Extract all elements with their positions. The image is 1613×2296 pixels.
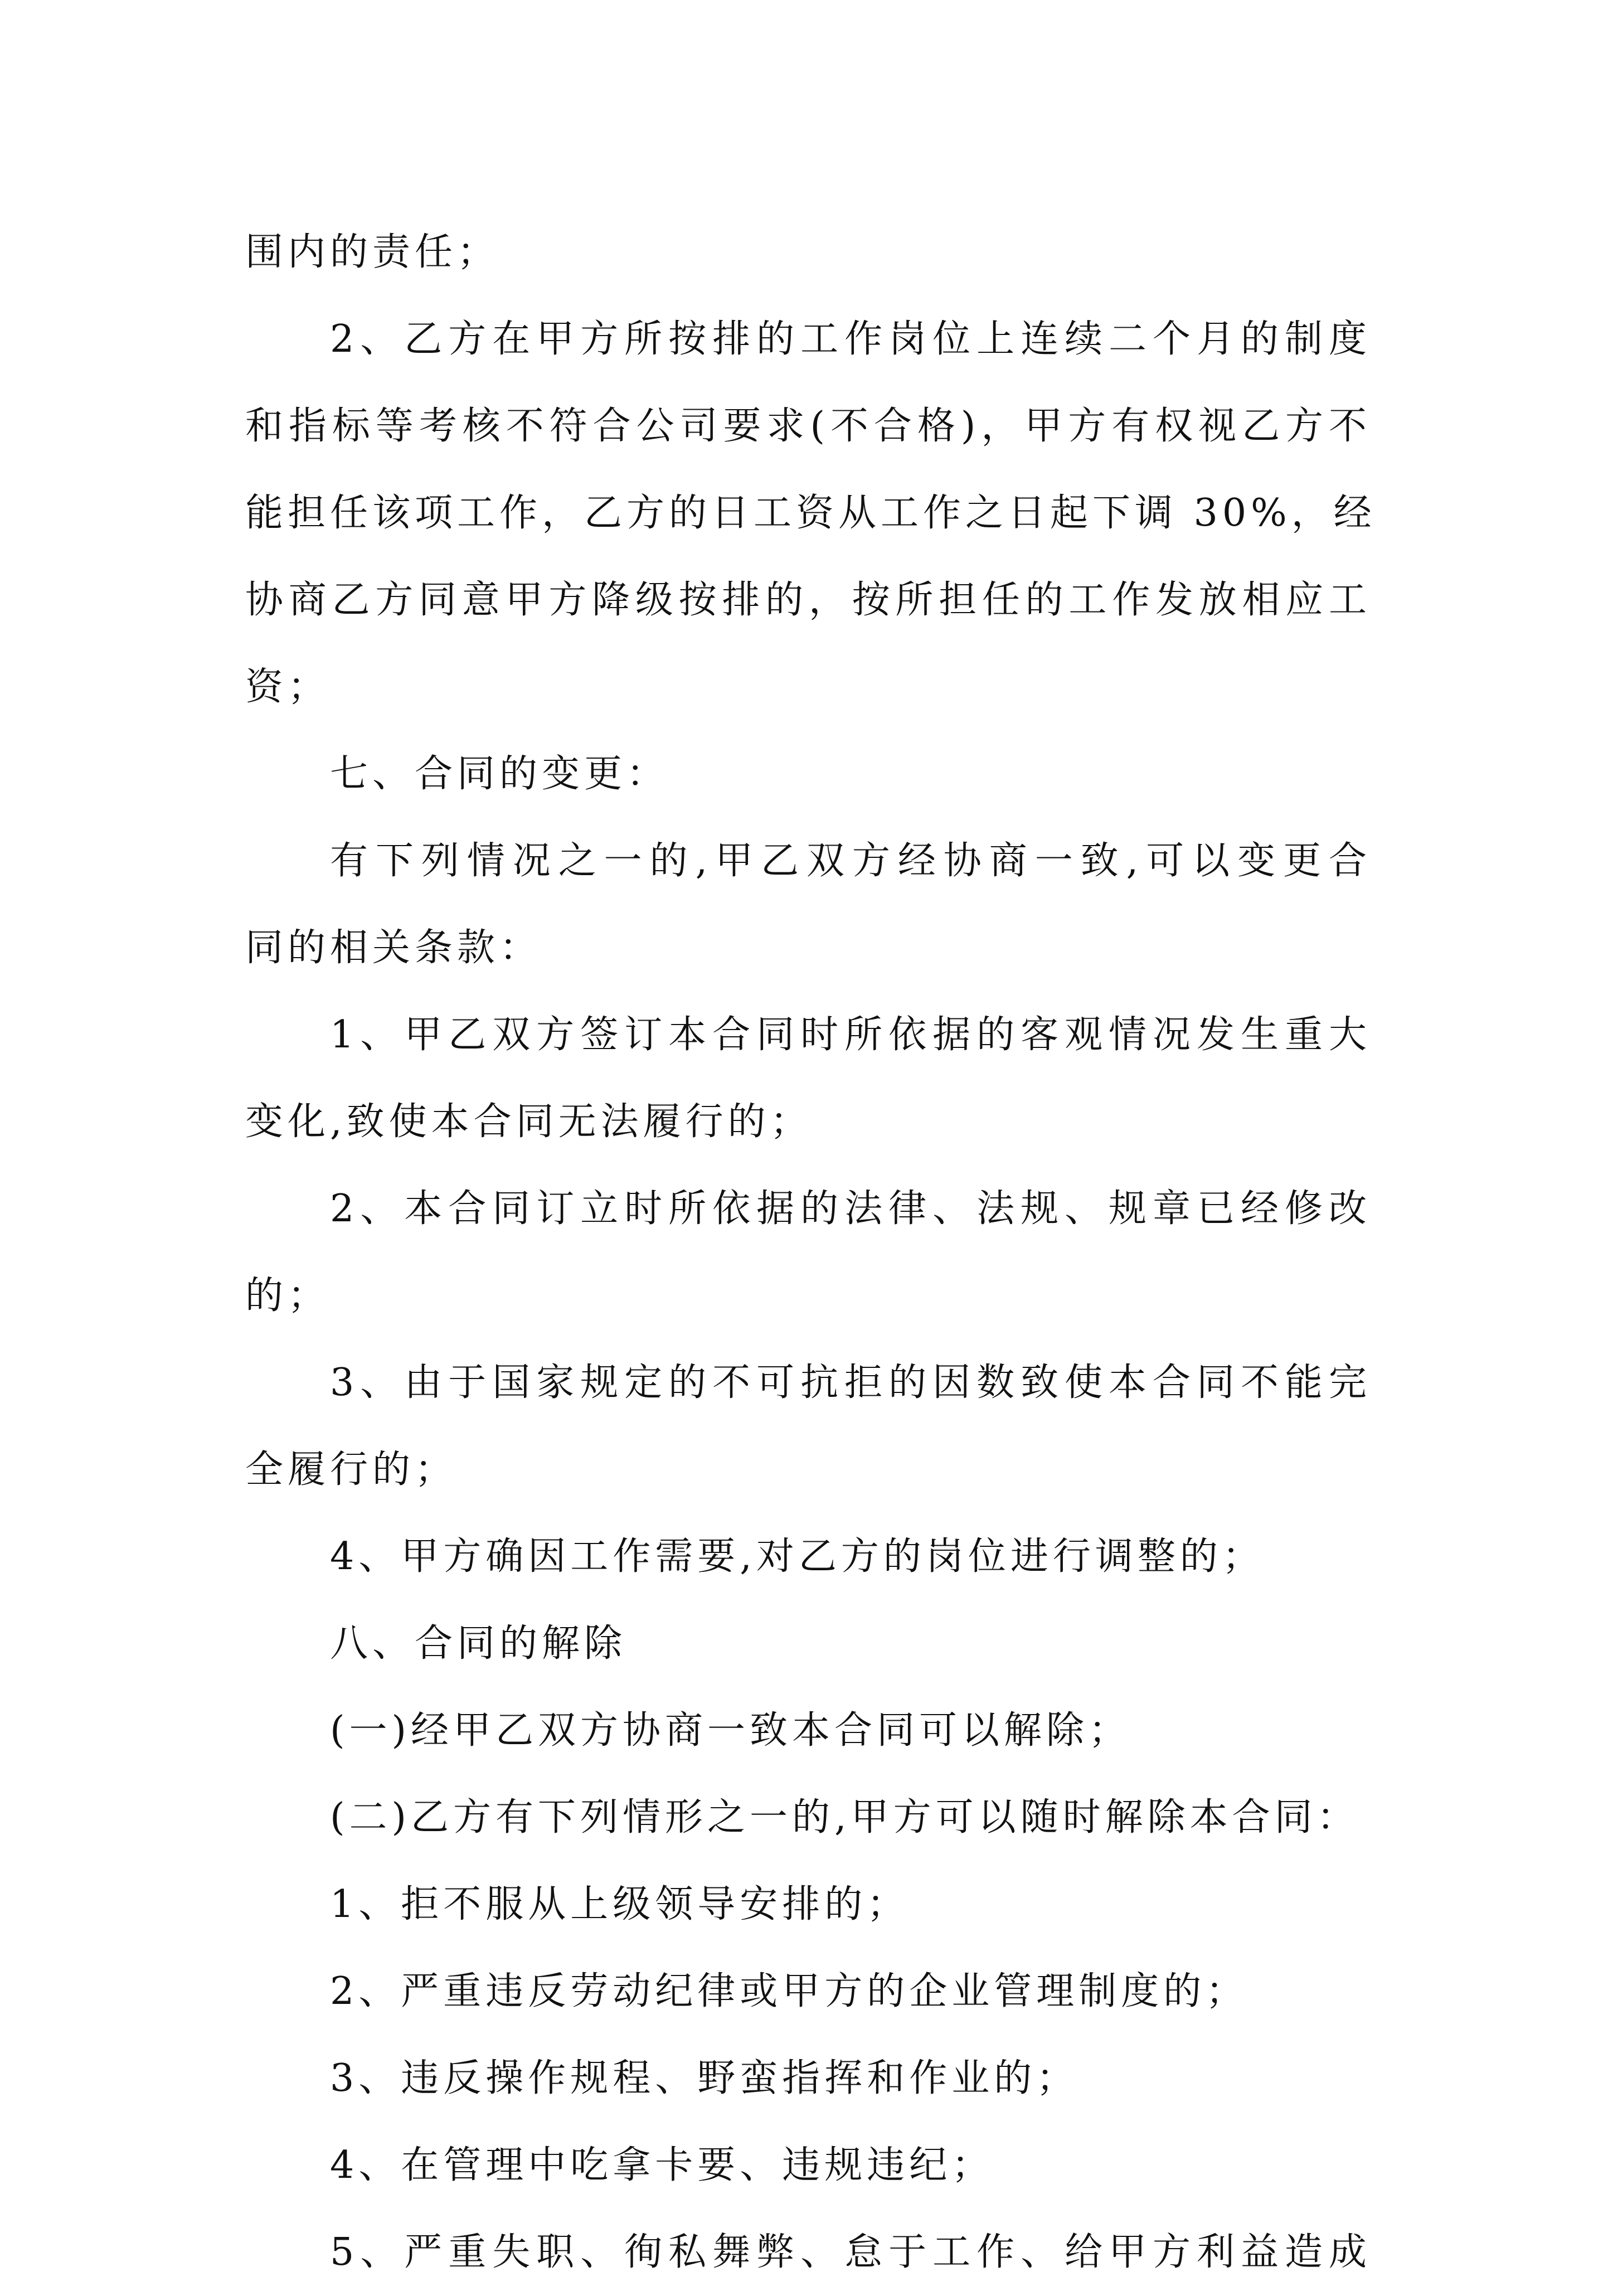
text-line: 2、乙方在甲方所按排的工作岗位上连续二个月的制度 xyxy=(330,317,1371,361)
text-line: 3、由于国家规定的不可抗拒的因数致使本合同不能完 xyxy=(330,1361,1371,1405)
text-line: 资； xyxy=(245,665,331,709)
document-body xyxy=(245,209,1376,2296)
text-line: 的； xyxy=(245,1274,331,1318)
text-line: 同的相关条款： xyxy=(245,926,542,970)
text-line: (二)乙方有下列情形之一的,甲方可以随时解除本合同： xyxy=(330,1795,1359,1839)
section-heading: 七、合同的变更： xyxy=(330,752,669,796)
text-line: 协商乙方同意甲方降级按排的，按所担任的工作发放相应工 xyxy=(245,578,1371,622)
text-line: 5、严重失职、徇私舞弊、怠于工作、给甲方利益造成 xyxy=(330,2230,1371,2274)
text-line: (一)经甲乙双方协商一致本合同可以解除； xyxy=(330,1708,1131,1753)
text-line: 全履行的； xyxy=(245,1448,458,1492)
text-line: 围内的责任； xyxy=(245,230,500,274)
text-line: 4、在管理中吃拿卡要、违规违纪； xyxy=(330,2143,994,2187)
text-line: 能担任该项工作，乙方的日工资从工作之日起下调 30%，经 xyxy=(245,491,1376,535)
text-line: 2、本合同订立时所依据的法律、法规、规章已经修改 xyxy=(330,1187,1371,1231)
text-line: 3、违反操作规程、野蛮指挥和作业的； xyxy=(330,2056,1079,2100)
text-line: 和指标等考核不符合公司要求(不合格)，甲方有权视乙方不 xyxy=(245,404,1371,448)
section-heading: 八、合同的解除 xyxy=(330,1622,627,1666)
text-line: 2、严重违反劳动纪律或甲方的企业管理制度的； xyxy=(330,1969,1248,2013)
text-line: 变化,致使本合同无法履行的； xyxy=(245,1100,813,1144)
text-line: 1、甲乙双方签订本合同时所依据的客观情况发生重大 xyxy=(330,1013,1371,1057)
text-line: 有下列情况之一的,甲乙双方经协商一致,可以变更合 xyxy=(330,839,1371,883)
text-line: 1、拒不服从上级领导安排的； xyxy=(330,1882,910,1926)
text-line: 4、甲方确因工作需要,对乙方的岗位进行调整的； xyxy=(330,1535,1265,1579)
